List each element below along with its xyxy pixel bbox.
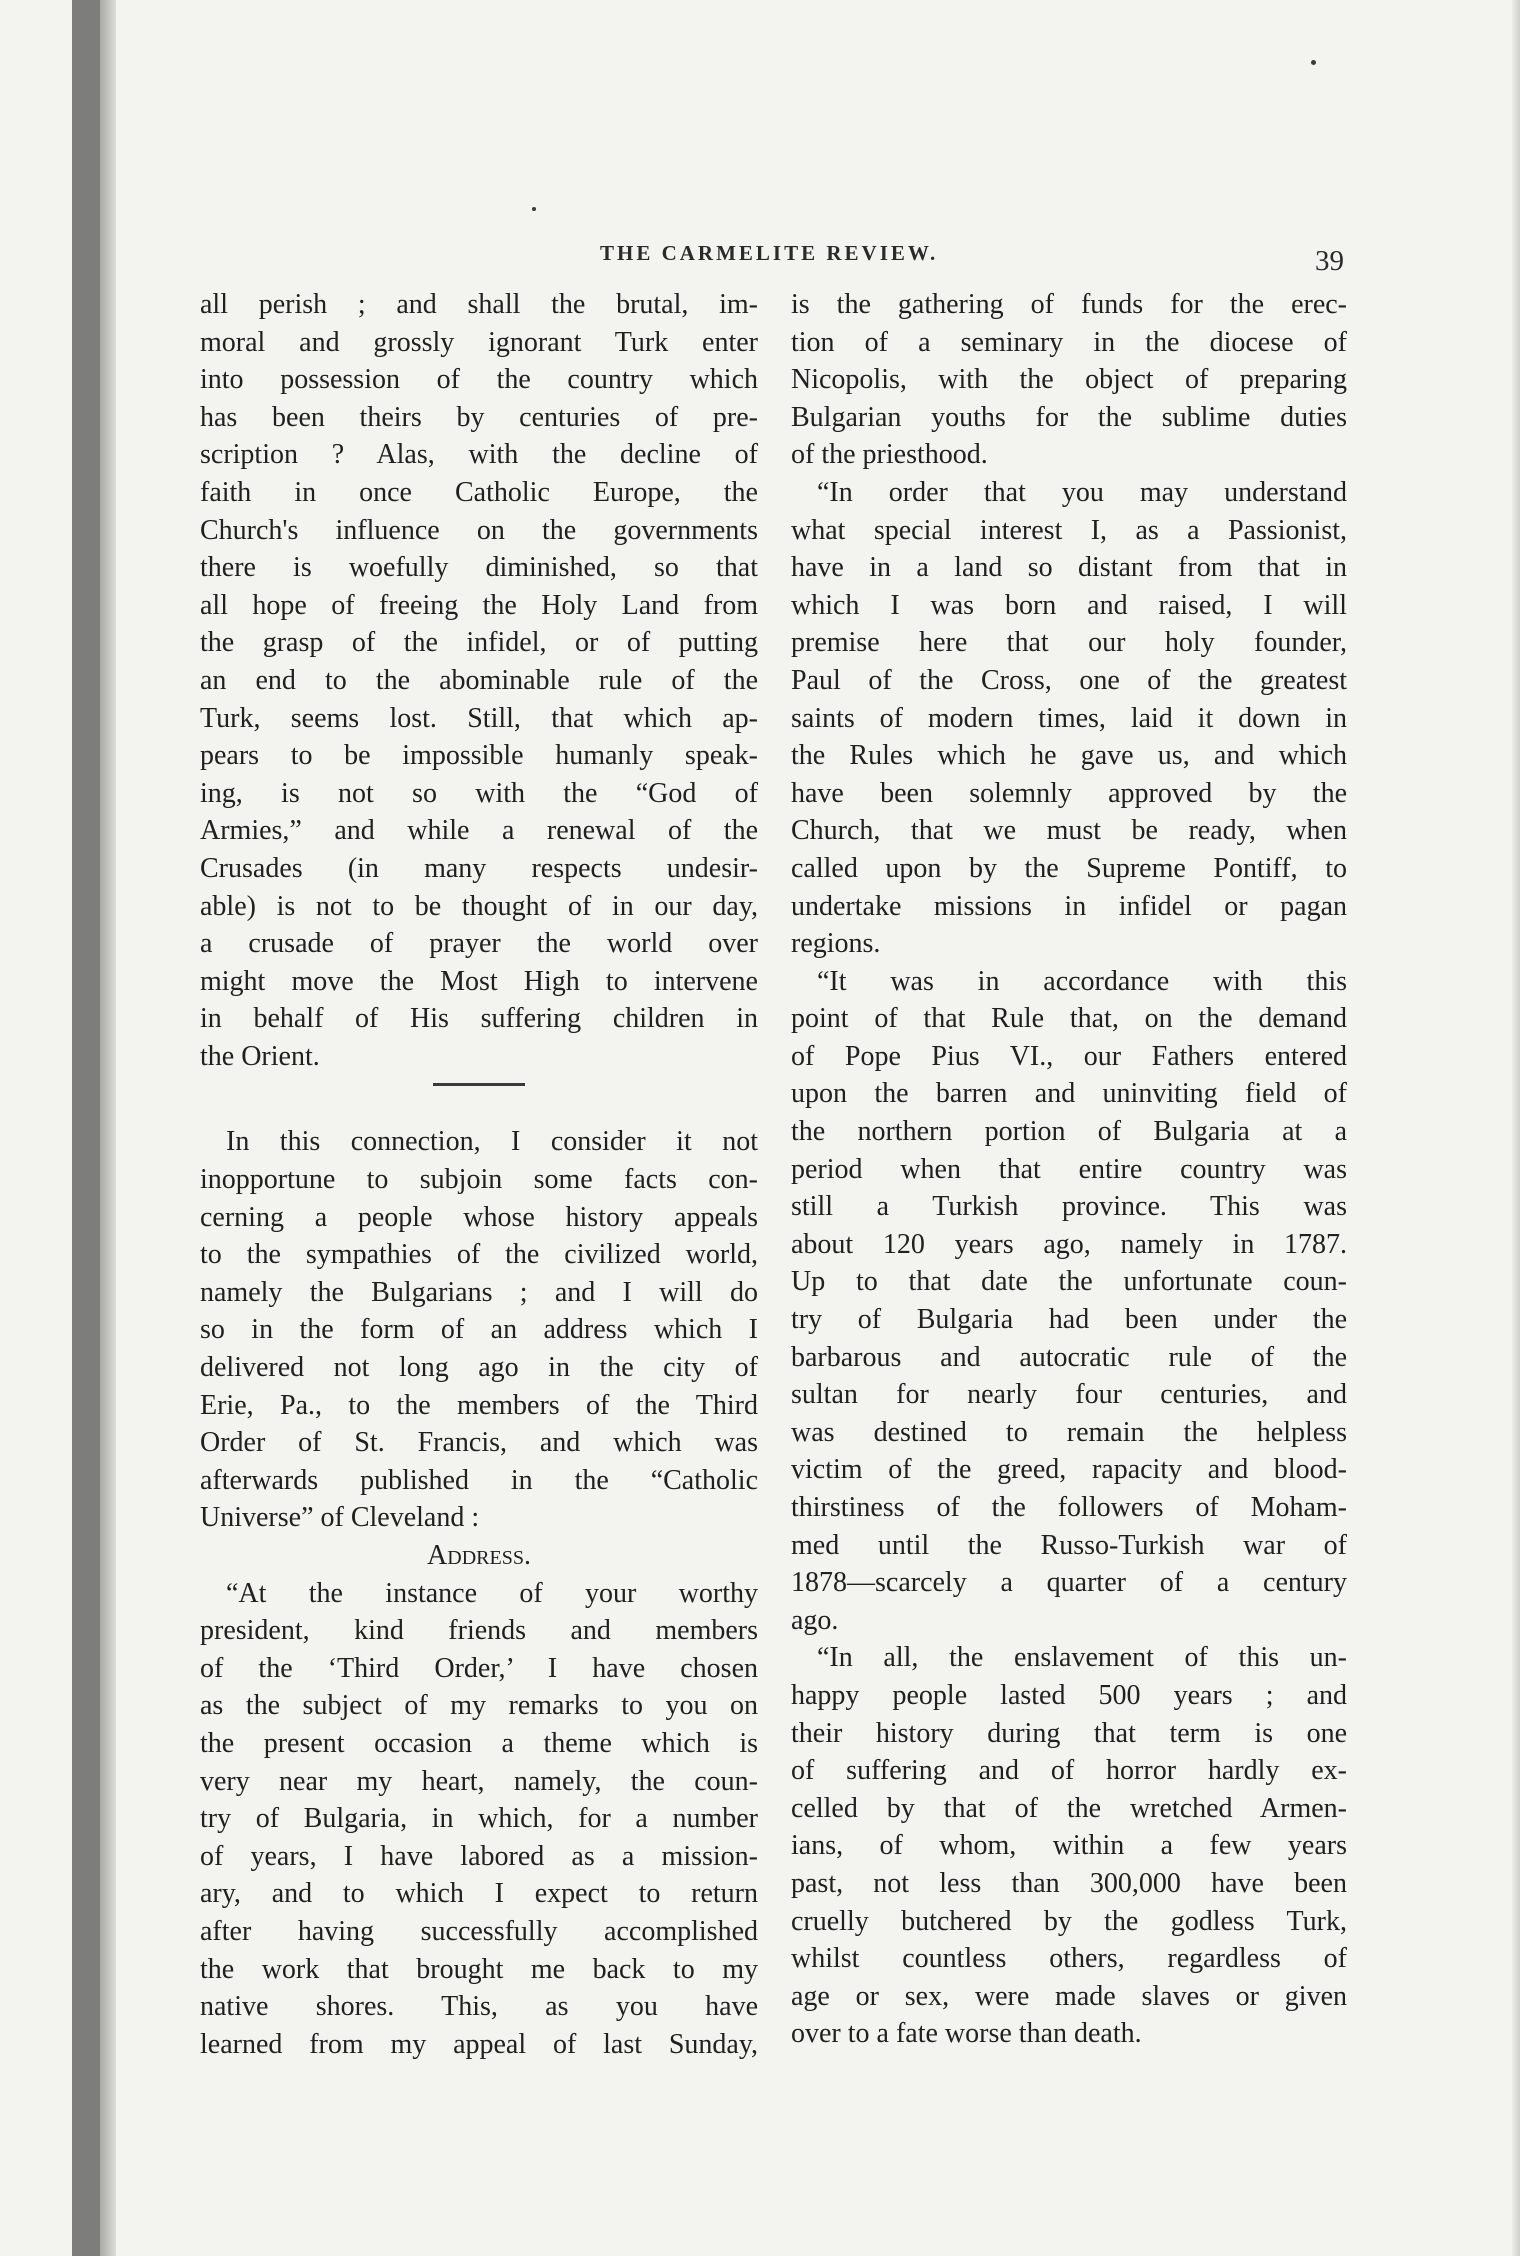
text-line: to the sympathies of the civilized world,	[200, 1239, 758, 1271]
text-line: ary, and to which I expect to return	[200, 1878, 758, 1910]
text-line: which I was born and raised, I will	[791, 589, 1347, 621]
text-line: Armies,” and while a renewal of the	[200, 815, 758, 847]
text-line: into possession of the country which	[200, 364, 758, 396]
section-divider	[433, 1083, 525, 1086]
text-line: over to a fate worse than death.	[791, 2018, 1142, 2050]
text-line: inopportune to subjoin some facts con-	[200, 1164, 758, 1196]
text-line: try of Bulgaria had been under the	[791, 1304, 1347, 1336]
text-line: faith in once Catholic Europe, the	[200, 476, 758, 508]
text-line: Order of St. Francis, and which was	[200, 1427, 758, 1459]
paragraph	[791, 963, 1347, 1640]
text-line: moral and grossly ignorant Turk enter	[200, 326, 758, 358]
text-line: of suffering and of horror hardly ex-	[791, 1755, 1347, 1787]
page-number: 39	[1315, 245, 1344, 277]
text-line: the present occasion a theme which is	[200, 1727, 758, 1759]
text-line: of the priesthood.	[791, 439, 988, 471]
speck-mark	[532, 207, 536, 211]
right-column	[791, 286, 1347, 2053]
text-line: ians, of whom, within a few years	[791, 1830, 1347, 1862]
text-line: an end to the abominable rule of the	[200, 664, 758, 696]
text-line: namely the Bulgarians ; and I will do	[200, 1276, 758, 1308]
text-line: cerning a people whose history appeals	[200, 1201, 758, 1233]
text-line: have been solemnly approved by the	[791, 777, 1347, 809]
text-line: pears to be impossible humanly speak-	[200, 740, 758, 772]
text-line: might move the Most High to intervene	[200, 965, 758, 997]
text-line: 1878—scarcely a quarter of a century	[791, 1567, 1347, 1599]
text-line: Erie, Pa., to the members of the Third	[200, 1389, 758, 1421]
text-line: med until the Russo-Turkish war of	[791, 1529, 1347, 1561]
text-line: still a Turkish province. This was	[791, 1191, 1347, 1223]
text-line: have in a land so distant from that in	[791, 552, 1347, 584]
text-line: the work that brought me back to my	[200, 1953, 758, 1985]
text-line: “At the instance of your worthy	[226, 1577, 758, 1609]
text-line: what special interest I, as a Passionist,	[791, 514, 1347, 546]
text-line: the Rules which he gave us, and which	[791, 740, 1347, 772]
text-line: Up to that date the unfortunate coun-	[791, 1266, 1347, 1298]
text-line: victim of the greed, rapacity and blood-	[791, 1454, 1347, 1486]
text-line: saints of modern times, laid it down in	[791, 702, 1347, 734]
text-line: premise here that our holy founder,	[791, 627, 1347, 659]
text-line: past, not less than 300,000 have been	[791, 1867, 1347, 1899]
text-line: “It was in accordance with this	[817, 965, 1347, 997]
text-line: whilst countless others, regardless of	[791, 1943, 1347, 1975]
text-line: Universe” of Cleveland :	[200, 1502, 480, 1534]
text-line: In this connection, I consider it not	[226, 1126, 758, 1158]
text-line: native shores. This, as you have	[200, 1991, 758, 2023]
text-line: after having successfully accomplished	[200, 1915, 758, 1947]
text-line: ing, is not so with the “God of	[200, 777, 758, 809]
text-line: the Orient.	[200, 1040, 320, 1072]
left-column	[200, 286, 758, 2063]
text-line: in behalf of His suffering children in	[200, 1003, 758, 1035]
text-line: barbarous and autocratic rule of the	[791, 1341, 1347, 1373]
text-line: point of that Rule that, on the demand	[791, 1003, 1347, 1035]
text-line: so in the form of an address which I	[200, 1314, 758, 1346]
text-line: upon the barren and uninviting field of	[791, 1078, 1347, 1110]
text-line: about 120 years ago, namely in 1787.	[791, 1228, 1347, 1260]
address-heading: Address.	[427, 1540, 531, 1571]
text-line: Paul of the Cross, one of the greatest	[791, 664, 1347, 696]
text-line: is the gathering of funds for the erec-	[791, 289, 1347, 320]
text-line: scription ? Alas, with the decline of	[200, 439, 758, 471]
text-line: of years, I have labored as a mission-	[200, 1840, 758, 1872]
text-line: able) is not to be thought of in our day,	[200, 890, 758, 922]
text-line: period when that entire country was	[791, 1153, 1347, 1185]
text-line: try of Bulgaria, in which, for a number	[200, 1803, 758, 1835]
binding-gutter	[100, 0, 116, 2256]
text-line: Crusades (in many respects undesir-	[200, 852, 758, 884]
paragraph	[200, 286, 758, 1075]
paragraph	[791, 474, 1347, 963]
running-title: THE CARMELITE REVIEW.	[600, 241, 939, 265]
text-line: all hope of freeing the Holy Land from	[200, 589, 758, 621]
text-line: as the subject of my remarks to you on	[200, 1690, 758, 1722]
paragraph	[200, 1575, 758, 2064]
text-line: sultan for nearly four centuries, and	[791, 1379, 1347, 1411]
text-line: there is woefully diminished, so that	[200, 552, 758, 584]
text-line: has been theirs by centuries of pre-	[200, 401, 758, 433]
text-line: all perish ; and shall the brutal, im-	[200, 289, 758, 320]
text-line: was destined to remain the helpless	[791, 1416, 1347, 1448]
text-line: of Pope Pius VI., our Fathers entered	[791, 1040, 1347, 1072]
text-line: the northern portion of Bulgaria at a	[791, 1116, 1347, 1148]
text-line: happy people lasted 500 years ; and	[791, 1679, 1347, 1711]
text-line: learned from my appeal of last Sunday,	[200, 2028, 758, 2060]
paragraph	[200, 1123, 758, 1537]
text-line: afterwards published in the “Catholic	[200, 1464, 758, 1496]
text-line: ago.	[791, 1604, 839, 1636]
text-line: thirstiness of the followers of Moham-	[791, 1492, 1347, 1523]
text-line: Bulgarian youths for the sublime duties	[791, 401, 1347, 433]
text-line: Nicopolis, with the object of preparing	[791, 364, 1347, 396]
binding-shadow	[72, 0, 100, 2256]
text-line: age or sex, were made slaves or given	[791, 1980, 1347, 2012]
text-line: Church, that we must be ready, when	[791, 815, 1347, 847]
text-line: Turk, seems lost. Still, that which ap-	[200, 702, 758, 734]
text-line: “In order that you may understand	[817, 476, 1347, 508]
text-line: a crusade of prayer the world over	[200, 928, 758, 960]
paragraph	[791, 286, 1347, 474]
text-line: cruelly butchered by the godless Turk,	[791, 1905, 1347, 1937]
speck-mark	[1311, 60, 1316, 65]
text-line: delivered not long ago in the city of	[200, 1352, 758, 1384]
text-line: regions.	[791, 928, 881, 960]
text-line: very near my heart, namely, the coun-	[200, 1765, 758, 1797]
text-line: president, kind friends and members	[200, 1615, 758, 1647]
text-line: their history during that term is one	[791, 1717, 1347, 1749]
text-line: “In all, the enslavement of this un-	[817, 1642, 1347, 1674]
page-edge	[1512, 0, 1520, 2256]
text-line: Church's influence on the governments	[200, 514, 758, 546]
text-line: celled by that of the wretched Armen-	[791, 1792, 1347, 1824]
text-line: the grasp of the infidel, or of putting	[200, 627, 758, 659]
text-line: called upon by the Supreme Pontiff, to	[791, 852, 1347, 884]
text-line: tion of a seminary in the diocese of	[791, 326, 1347, 358]
text-line: of the ‘Third Order,’ I have chosen	[200, 1652, 758, 1684]
paragraph	[791, 1639, 1347, 2053]
text-line: undertake missions in infidel or pagan	[791, 890, 1347, 922]
